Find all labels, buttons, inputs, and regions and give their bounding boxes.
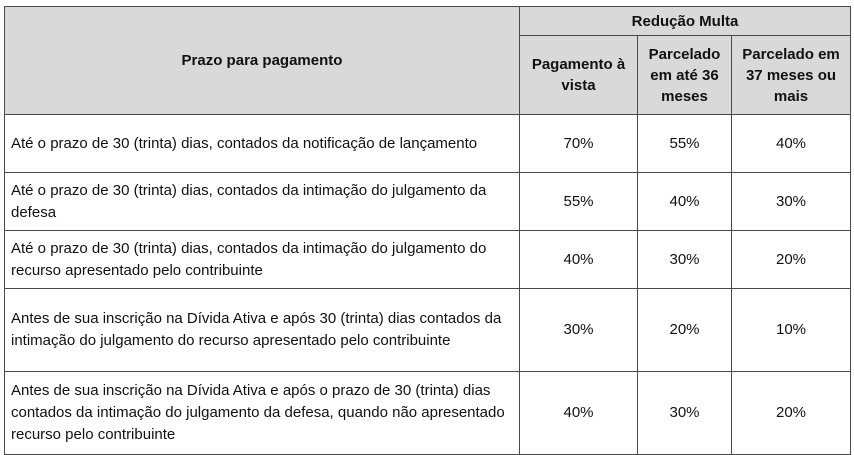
table-row xyxy=(5,289,851,372)
cell-vista: 40% xyxy=(520,372,638,455)
cell-mais-37: 30% xyxy=(732,173,851,231)
cell-vista: 30% xyxy=(520,289,638,372)
row-prazo: Até o prazo de 30 (trinta) dias, contados da notificação de lançamento xyxy=(5,115,520,173)
multa-reduction-table xyxy=(4,6,851,455)
table-row xyxy=(5,173,851,231)
subheader-parcelado-36: Parcelado em até 36 meses xyxy=(638,36,732,115)
header-row-1 xyxy=(5,7,851,36)
cell-mais-37: 40% xyxy=(732,115,851,173)
cell-mais-37: 10% xyxy=(732,289,851,372)
cell-vista: 40% xyxy=(520,231,638,289)
header-prazo: Prazo para pagamento xyxy=(5,7,520,115)
row-prazo: Até o prazo de 30 (trinta) dias, contados da intimação do julgamento do recurso apresentado pelo contribuinte xyxy=(5,231,520,289)
cell-ate-36: 40% xyxy=(638,173,732,231)
subheader-pagamento-vista: Pagamento à vista xyxy=(520,36,638,115)
table-row xyxy=(5,372,851,455)
cell-ate-36: 30% xyxy=(638,231,732,289)
cell-vista: 70% xyxy=(520,115,638,173)
cell-mais-37: 20% xyxy=(732,231,851,289)
table-row xyxy=(5,115,851,173)
table-body xyxy=(5,115,851,455)
row-prazo: Até o prazo de 30 (trinta) dias, contados da intimação do julgamento da defesa xyxy=(5,173,520,231)
row-prazo: Antes de sua inscrição na Dívida Ativa e após 30 (trinta) dias contados da intimação do julgamento do recurso apresentado pelo contribuinte xyxy=(5,289,520,372)
header-reducao-multa: Redução Multa xyxy=(520,7,851,36)
row-prazo: Antes de sua inscrição na Dívida Ativa e após o prazo de 30 (trinta) dias contados da intimação do julgamento da defesa, quando não apresentado recurso pelo contribuinte xyxy=(5,372,520,455)
table-row xyxy=(5,231,851,289)
cell-mais-37: 20% xyxy=(732,372,851,455)
cell-ate-36: 30% xyxy=(638,372,732,455)
table-header xyxy=(5,7,851,115)
cell-ate-36: 55% xyxy=(638,115,732,173)
cell-vista: 55% xyxy=(520,173,638,231)
subheader-parcelado-37: Parcelado em 37 meses ou mais xyxy=(732,36,851,115)
cell-ate-36: 20% xyxy=(638,289,732,372)
